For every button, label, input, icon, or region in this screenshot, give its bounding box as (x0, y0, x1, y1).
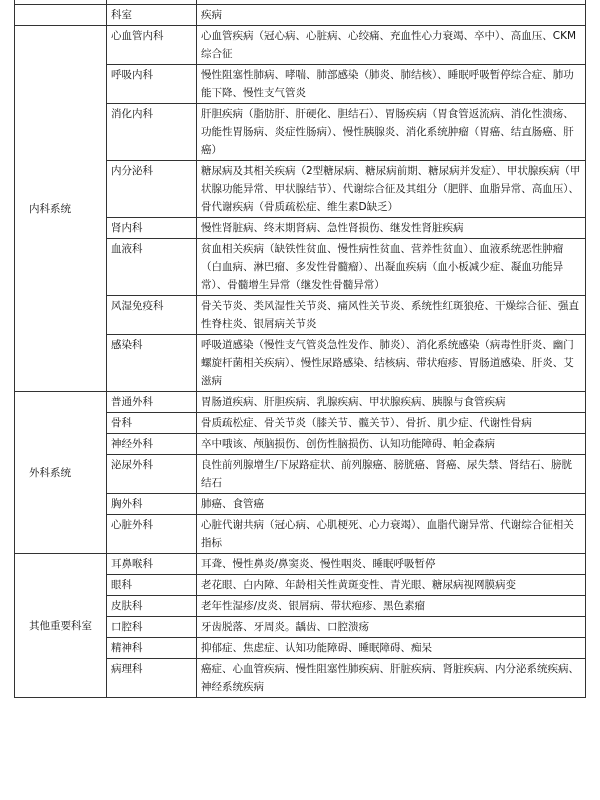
system-cell: 外科系统 (15, 392, 107, 554)
dept-cell: 内分泌科 (107, 161, 197, 218)
dept-cell: 骨科 (107, 413, 197, 434)
dept-cell: 血液科 (107, 239, 197, 296)
dept-cell: 精神科 (107, 638, 197, 659)
dept-cell: 病理科 (107, 659, 197, 698)
dept-cell: 感染科 (107, 335, 197, 392)
dept-cell: 口腔科 (107, 617, 197, 638)
system-cell: 内科系统 (15, 26, 107, 392)
disease-cell: 糖尿病及其相关疾病（2型糖尿病、糖尿病前期、糖尿病并发症）、甲状腺疾病（甲状腺功能异常、甲状腺结节）、代谢综合征及其组分（肥胖、血脂异常、高血压）、骨代谢疾病（骨质疏松症、维生素D缺乏） (197, 161, 586, 218)
disease-cell: 胃肠道疾病、肝胆疾病、乳腺疾病、甲状腺疾病、胰腺与食管疾病 (197, 392, 586, 413)
disease-cell: 心血管疾病（冠心病、心脏病、心绞痛、充血性心力衰竭、卒中）、高血压、CKM综合征 (197, 26, 586, 65)
disease-cell: 贫血相关疾病（缺铁性贫血、慢性病性贫血、营养性贫血）、血液系统恶性肿瘤（白血病、淋巴瘤、多发性骨髓瘤）、出凝血疾病（血小板减少症、凝血功能异常）、骨髓增生异常（继发性骨髓异常） (197, 239, 586, 296)
disease-cell: 耳聋、慢性鼻炎/鼻窦炎、慢性咽炎、睡眠呼吸暂停 (197, 554, 586, 575)
disease-cell: 骨质疏松症、骨关节炎（膝关节、髋关节）、骨折、肌少症、代谢性骨病 (197, 413, 586, 434)
disease-cell: 抑郁症、焦虑症、认知功能障碍、睡眠障碍、痴呆 (197, 638, 586, 659)
disease-cell: 老花眼、白内障、年龄相关性黄斑变性、青光眼、糖尿病视网膜病变 (197, 575, 586, 596)
header-empty-cell (15, 5, 107, 26)
dept-cell: 神经外科 (107, 434, 197, 455)
dept-cell: 胸外科 (107, 494, 197, 515)
dept-cell: 耳鼻喉科 (107, 554, 197, 575)
dept-cell: 肾内科 (107, 218, 197, 239)
header-dept: 科室 (107, 5, 197, 26)
disease-cell: 老年性湿疹/皮炎、银屑病、带状疱疹、黑色素瘤 (197, 596, 586, 617)
table-row (15, 26, 586, 65)
dept-cell: 风湿免疫科 (107, 296, 197, 335)
dept-cell: 心血管内科 (107, 26, 197, 65)
dept-cell: 泌尿外科 (107, 455, 197, 494)
disease-cell: 良性前列腺增生/下尿路症状、前列腺癌、膀胱癌、肾癌、尿失禁、肾结石、膀胱结石 (197, 455, 586, 494)
system-cell: 其他重要科室 (15, 554, 107, 698)
disease-cell: 卒中哦该、颅脑损伤、创伤性脑损伤、认知功能障碍、帕金森病 (197, 434, 586, 455)
disease-cell: 肝胆疾病（脂肪肝、肝硬化、胆结石）、胃肠疾病（胃食管返流病、消化性溃疡、功能性胃肠病、炎症性肠病）、慢性胰腺炎、消化系统肿瘤（胃癌、结直肠癌、肝癌） (197, 104, 586, 161)
disease-cell: 肺癌、食管癌 (197, 494, 586, 515)
disease-cell: 癌症、心血管疾病、慢性阻塞性肺疾病、肝脏疾病、肾脏疾病、内分泌系统疾病、神经系统疾病 (197, 659, 586, 698)
disease-cell: 慢性肾脏病、终末期肾病、急性肾损伤、继发性肾脏疾病 (197, 218, 586, 239)
header-row (15, 5, 586, 26)
table-row (15, 392, 586, 413)
disease-cell: 慢性阻塞性肺病、哮喘、肺部感染（肺炎、肺结核）、睡眠呼吸暂停综合症、肺功能下降、慢性支气管炎 (197, 65, 586, 104)
disease-cell: 呼吸道感染（慢性支气管炎急性发作、肺炎）、消化系统感染（病毒性肝炎、幽门螺旋杆菌相关疾病）、慢性尿路感染、结核病、带状疱疹、胃肠道感染、肝炎、艾滋病 (197, 335, 586, 392)
dept-cell: 普通外科 (107, 392, 197, 413)
dept-cell: 皮肤科 (107, 596, 197, 617)
dept-cell: 呼吸内科 (107, 65, 197, 104)
table-row (15, 554, 586, 575)
dept-cell: 消化内科 (107, 104, 197, 161)
header-disease: 疾病 (197, 5, 586, 26)
disease-cell: 心脏代谢共病（冠心病、心肌梗死、心力衰竭）、血脂代谢异常、代谢综合征相关指标 (197, 515, 586, 554)
disease-cell: 牙齿脱落、牙周炎。龋齿、口腔溃疡 (197, 617, 586, 638)
disease-cell: 骨关节炎、类风湿性关节炎、痛风性关节炎、系统性红斑狼疮、干燥综合征、强直性脊柱炎、银屑病关节炎 (197, 296, 586, 335)
department-disease-table (14, 0, 586, 698)
dept-cell: 眼科 (107, 575, 197, 596)
dept-cell: 心脏外科 (107, 515, 197, 554)
